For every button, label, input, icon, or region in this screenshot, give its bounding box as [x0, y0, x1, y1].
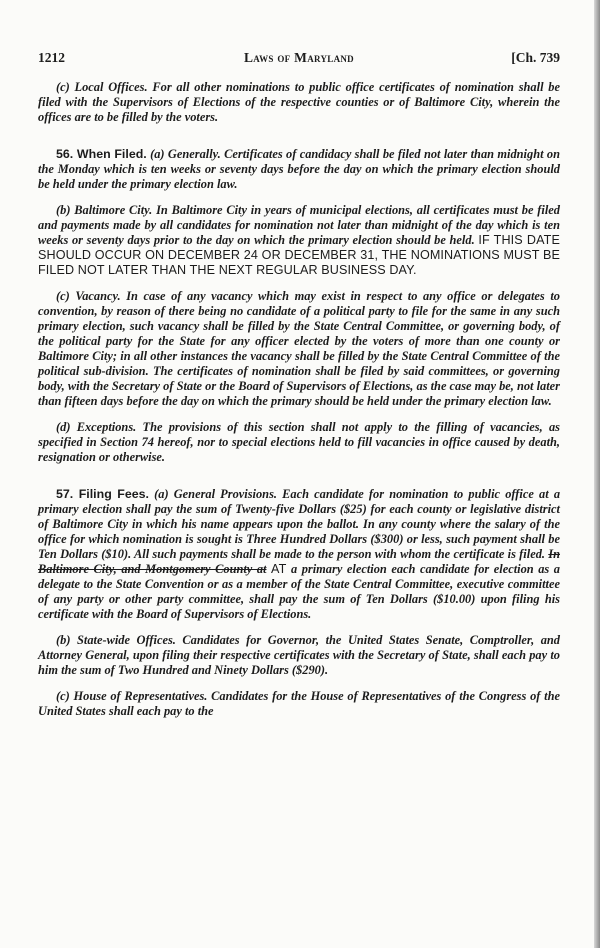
chapter-label: [Ch. 739	[511, 50, 560, 65]
section-56-when-filed	[38, 147, 560, 192]
paragraph-text: Each candidate for nomination to public office at a primary election shall pay the sum of Twenty-five Dollars ($25) for each county or legislative district of Baltimore City in which his name appears upon the ballot. In any county where the salary of the office for which nomination is sought is Three Hundred Dollars ($300) or less, such payment shall be Ten Dollars ($10). All such payments shall be made to the person with whom the certificate is filed.	[38, 487, 561, 561]
paragraph-heading: (b) Baltimore City.	[56, 203, 153, 217]
paragraph-heading: (c) House of Representatives.	[56, 689, 208, 703]
amendment-caps-text: IF THIS DATE SHOULD OCCUR ON DECEMBER 24 OR DECEMBER 31, THE NOMINATIONS MUST BE FILED NOT LATER THAN THE NEXT REGULAR BUSINESS DAY.	[38, 233, 560, 277]
document-body	[38, 80, 560, 719]
running-title: Laws of Maryland	[244, 50, 354, 65]
section-heading: 57. Filing Fees.	[56, 487, 149, 501]
paragraph-exceptions	[38, 420, 560, 465]
running-header	[38, 50, 560, 68]
struck-text: In Baltimore City, and Montgomery County at	[38, 547, 560, 576]
paragraph-state-wide-offices	[38, 633, 560, 678]
amendment-caps-text: AT	[271, 562, 287, 576]
paragraph-text: Certificates of candidacy shall be filed not later than midnight on the Monday which is ten weeks or seventy days before the day on which the primary election should be held under the primary election law.	[38, 147, 560, 191]
paragraph-vacancy	[38, 289, 560, 409]
paragraph-text: In Baltimore City in years of municipal elections, all certificates must be filed and payments made by all candidates for nomination not later than midnight of the day which is ten weeks or seventy days prior to the day on which the primary election should be held.	[38, 203, 560, 247]
page-spine-edge	[594, 0, 600, 948]
paragraph-heading: (b) State-wide Offices.	[56, 633, 176, 647]
paragraph-text: The provisions of this section shall not apply to the filling of vacancies, as specified in Section 74 hereof, nor to special elections held to fill vacancies in office caused by death, resignation or otherwise.	[38, 420, 560, 464]
paragraph-text: In case of any vacancy which may exist in respect to any office or delegates to convention, by reason of there being no candidate of a political party to file for the same in any such primary election, such vacancy shall be filled by the State Central Committee, or governing body, of the political party for the State for any officer elected by the voters of more than one county or Baltimore City; in all other instances the vacancy shall be filled by the State Central Committee of the political sub-division. The certificates of nomination shall be filed by said committees, or governing body, with the Secretary of State or the Board of Supervisors of Elections, as the case may be, not later than fifteen days before the day on which the primary should be held under the primary election law.	[38, 289, 561, 408]
paragraph-text: For all other nominations to public office certificates of nomination shall be filed with the Supervisors of Elections of the respective counties or of Baltimore City, wherein the offices are to be filled by the voters.	[38, 80, 560, 124]
paragraph-local-offices	[38, 80, 560, 125]
section-57-filing-fees	[38, 487, 560, 622]
paragraph-text: Candidates for Governor, the United States Senate, Comptroller, and Attorney General, upon filing their respective certificates with the Secretary of State, shall each pay to him the sum of Two Hundred and Ninety Dollars ($290).	[38, 633, 560, 677]
paragraph-house-of-representatives	[38, 689, 560, 719]
paragraph-text-continued: a primary election each candidate for election as a delegate to the State Convention or as a member of the State Central Committee, executive committee of any party or other party committee, shall pay the sum of Ten Dollars ($10.00) upon filing his certificate with the Board of Supervisors of Elections.	[38, 562, 560, 621]
paragraph-heading: (c) Vacancy.	[56, 289, 121, 303]
section-heading: 56. When Filed.	[56, 147, 147, 161]
paragraph-baltimore-city	[38, 203, 560, 278]
paragraph-heading: (a) General Provisions.	[154, 487, 277, 501]
page-number: 1212	[38, 50, 65, 65]
paragraph-text: Candidates for the House of Representatives of the Congress of the United States shall each pay to the	[38, 689, 560, 718]
paragraph-heading: (c) Local Offices.	[56, 80, 148, 94]
paragraph-heading: (a) Generally.	[150, 147, 221, 161]
paragraph-heading: (d) Exceptions.	[56, 420, 137, 434]
